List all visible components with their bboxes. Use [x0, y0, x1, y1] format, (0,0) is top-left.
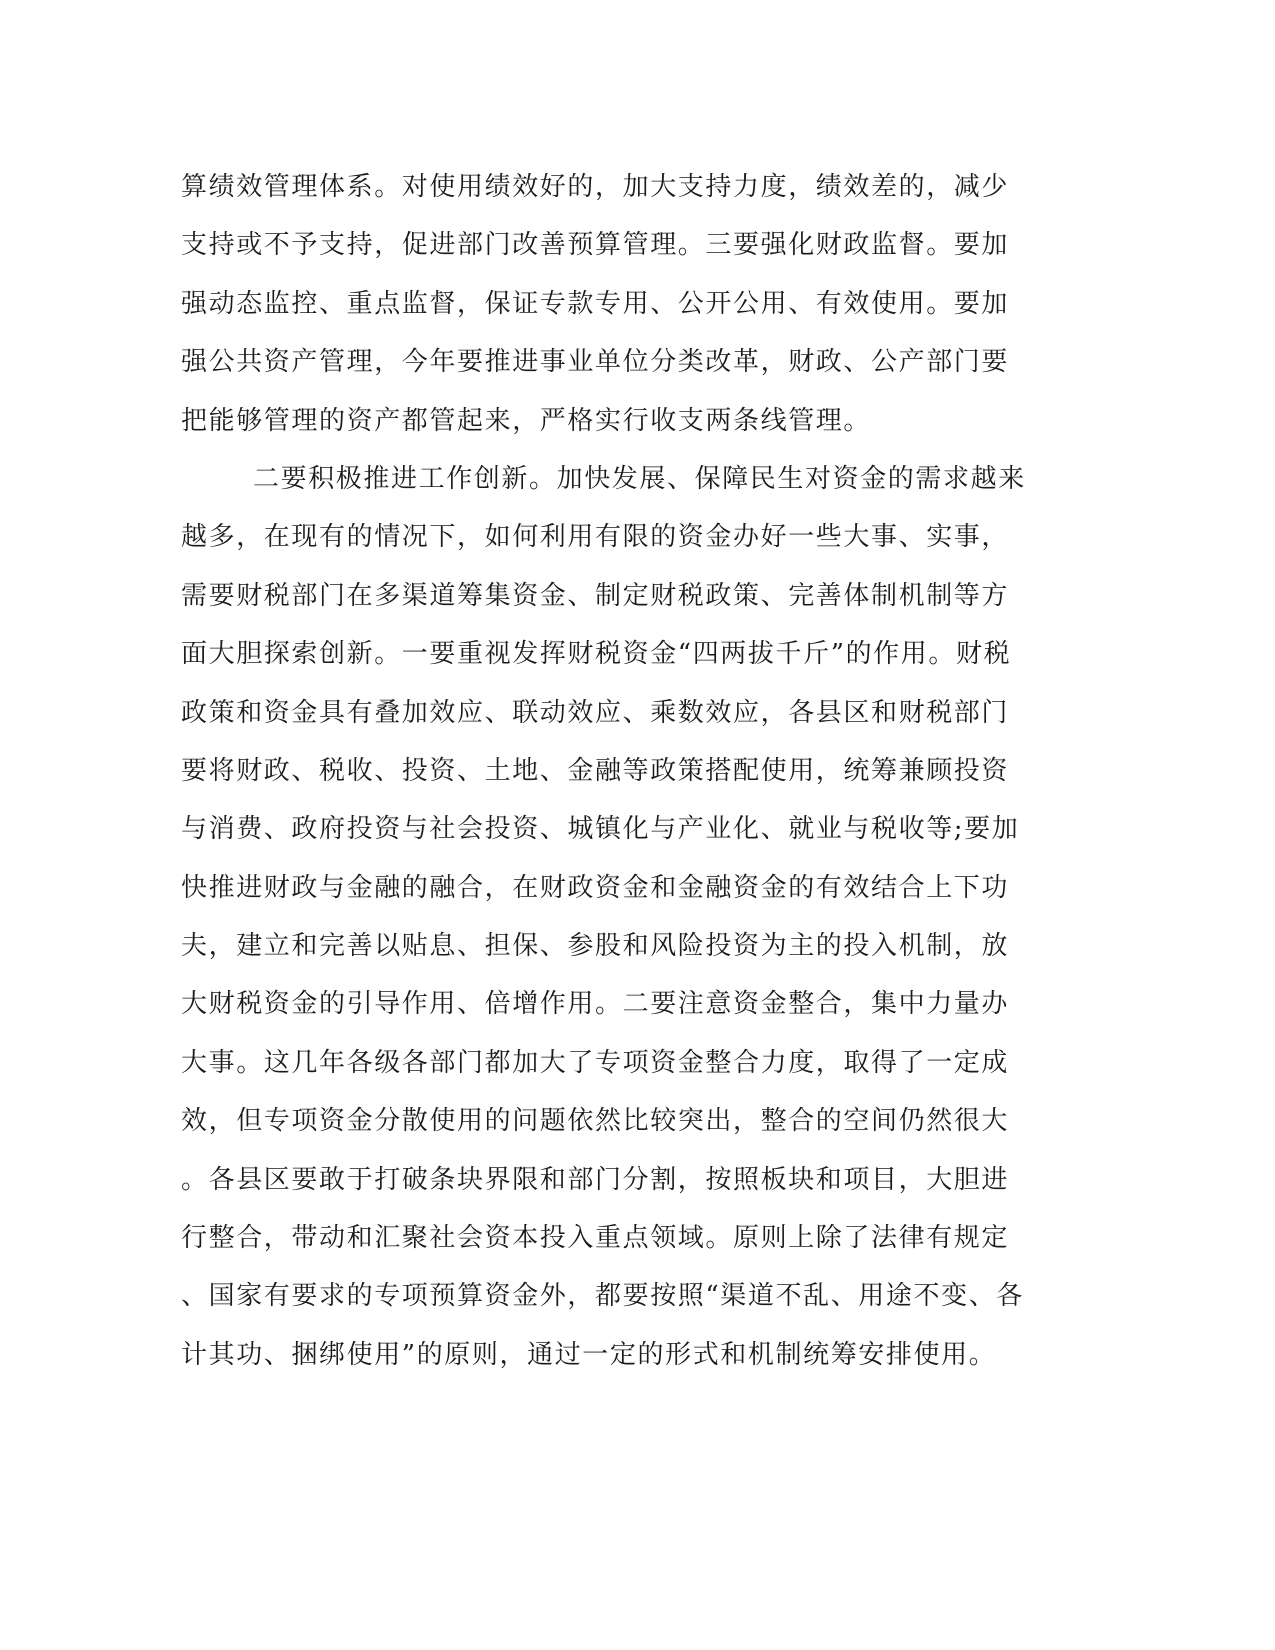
text-line: 政策和资金具有叠加效应、联动效应、乘数效应，各县区和财税部门: [181, 697, 1010, 728]
text-line: 大事。这几年各级各部门都加大了专项资金整合力度，取得了一定成: [181, 1047, 1010, 1078]
text-line: 强公共资产管理，今年要推进事业单位分类改革，财政、公产部门要: [181, 347, 1010, 378]
text-line: 夫，建立和完善以贴息、担保、参股和风险投资为主的投入机制，放: [181, 931, 1010, 962]
text-line: 强动态监控、重点监督，保证专款专用、公开公用、有效使用。要加: [181, 288, 1010, 319]
text-line: 支持或不予支持，促进部门改善预算管理。三要强化财政监督。要加: [181, 230, 1010, 261]
document-body: [181, 158, 1051, 1384]
paragraph-start-line: 二要积极推进工作创新。加快发展、保障民生对资金的需求越来: [253, 463, 1026, 494]
text-line: 算绩效管理体系。对使用绩效好的，加大支持力度，绩效差的，减少: [181, 172, 1010, 202]
text-line: 需要财税部门在多渠道筹集资金、制定财税政策、完善体制机制等方: [181, 580, 1010, 611]
text-line: 。各县区要敢于打破条块界限和部门分割，按照板块和项目，大胆进: [181, 1164, 1010, 1195]
text-line: 、国家有要求的专项预算资金外，都要按照“渠道不乱、用途不变、各: [181, 1281, 1024, 1312]
text-line: 面大胆探索创新。一要重视发挥财税资金“四两拔千斤”的作用。财税: [181, 639, 1012, 670]
text-line: 计其功、捆绑使用”的原则，通过一定的形式和机制统筹安排使用。: [181, 1339, 997, 1370]
text-line: 大财税资金的引导作用、倍增作用。二要注意资金整合，集中力量办: [181, 989, 1010, 1020]
text-line: 与消费、政府投资与社会投资、城镇化与产业化、就业与税收等;要加: [181, 814, 1020, 845]
text-line: 要将财政、税收、投资、土地、金融等政策搭配使用，统筹兼顾投资: [181, 755, 1010, 786]
text-line: 行整合，带动和汇聚社会资本投入重点领域。原则上除了法律有规定: [181, 1223, 1010, 1254]
text-line: 把能够管理的资产都管起来，严格实行收支两条线管理。: [181, 405, 872, 436]
text-line: 效，但专项资金分散使用的问题依然比较突出，整合的空间仍然很大: [181, 1106, 1010, 1137]
text-line: 快推进财政与金融的融合，在财政资金和金融资金的有效结合上下功: [181, 872, 1010, 903]
text-line: 越多，在现有的情况下，如何利用有限的资金办好一些大事、实事，: [181, 522, 1010, 553]
